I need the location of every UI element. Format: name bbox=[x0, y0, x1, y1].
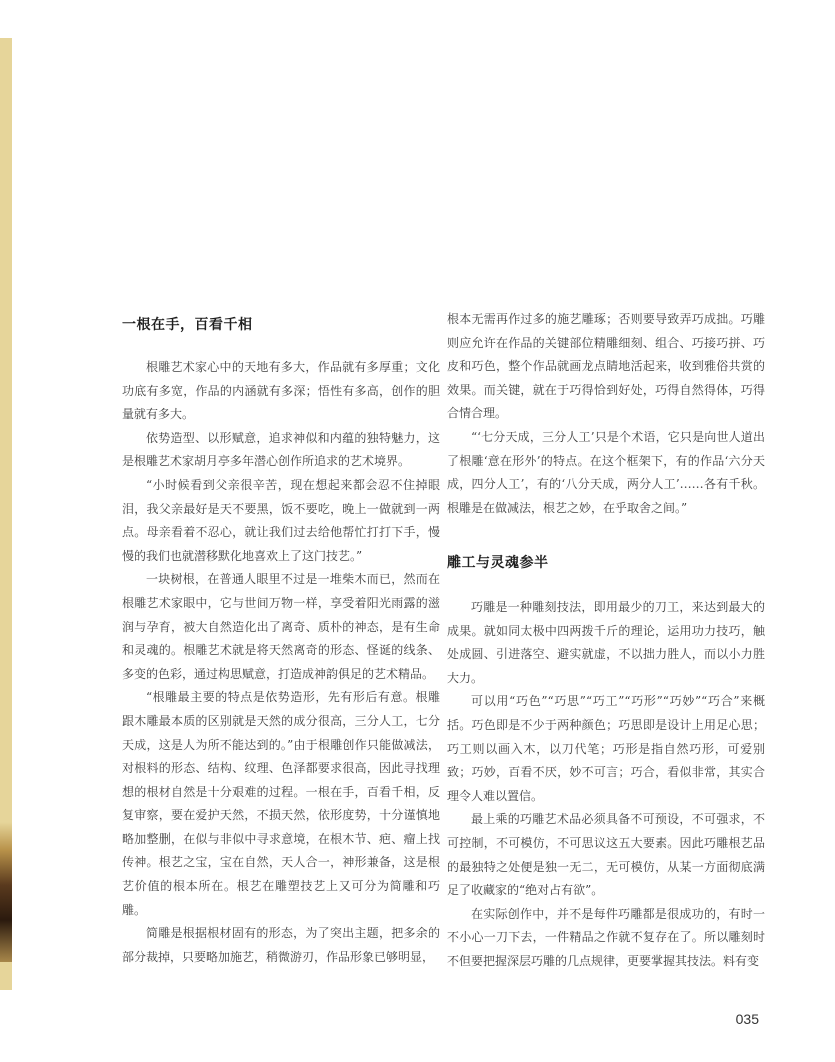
paragraph: “‘七分天成，三分人工’只是个术语，它只是向世人道出了根雕‘意在形外’的特点。在这个框架下，有的作品‘六分天成，四分人工’，有的‘八分天成，两分人工’……各有千秋。根雕是在做减法，根艺之妙，在乎取舍之间。” bbox=[447, 429, 765, 515]
edge-artwork-fragment bbox=[0, 822, 12, 962]
section-heading-2: 雕工与灵魂参半 bbox=[447, 555, 549, 571]
paragraph: 根本无需再作过多的施艺雕琢；否则要导致弄巧成拙。巧雕则应允许在作品的关键部位精雕细刻、组合、巧接巧拼、巧皮和巧色，整个作品就画龙点睛地活起来，收到雅俗共赏的效果。而关键，就在于巧得恰到好处，巧得自然得体，巧得合情合理。 bbox=[447, 312, 765, 421]
paragraph: 依势造型、以形赋意，追求神似和内蕴的独特魅力，这是根雕艺术家胡月亭多年潜心创作所追求的艺术境界。 bbox=[122, 430, 440, 469]
section-heading-1: 一根在手，百看千相 bbox=[122, 317, 253, 333]
paragraph: “根雕最主要的特点是依势造形，先有形后有意。根雕跟木雕最本质的区别就是天然的成分很高，三分人工，七分天成，这是人为所不能达到的。”由于根雕创作只能做减法，对根料的形态、结构、纹理、色泽都要求很高，因此寻找理想的根材自然是十分艰难的过程。一根在手，百看千相，反复审察，要在爱护天然，不损天然，依形度势，十分谨慎地略加整删，在似与非似中寻求意境，在根木节、疤、瘤上找传神。根艺之宝，宝在自然，天人合一，神形兼备，这是根艺价值的根本所在。根艺在雕塑技艺上又可分为简雕和巧雕。 bbox=[122, 690, 440, 917]
paragraph: 巧雕是一种雕刻技法，即用最少的刀工，来达到最大的成果。就如同太极中四两拨千斤的理论，运用功力技巧，触处成圆、引进落空、避实就虚，不以拙力胜人，而以小力胜大力。 bbox=[447, 600, 765, 685]
paragraph: 一块树根，在普通人眼里不过是一堆柴木而已，然而在根雕艺术家眼中，它与世间万物一样，享受着阳光雨露的滋润与孕育，被大自然造化出了离奇、质朴的神态，是有生命和灵魂的。根雕艺术就是将天然离奇的形态、怪诞的线条、多变的色彩，通过构思赋意，打造成神韵俱足的艺术精品。 bbox=[122, 572, 440, 681]
paragraph: 简雕是根据根材固有的形态，为了突出主题，把多余的部分裁掉，只要略加施艺，稍微游刃，作品形象已够明显， bbox=[122, 926, 440, 964]
page-number: 035 bbox=[735, 1011, 759, 1027]
paragraph: 根雕艺术家心中的天地有多大，作品就有多厚重；文化功底有多宽，作品的内涵就有多深；悟性有多高，创作的胆量就有多大。 bbox=[122, 360, 440, 422]
paragraph: “小时候看到父亲很辛苦，现在想起来都会忍不住掉眼泪，我父亲最好是天不要黑，饭不要吃，晚上一做就到一两点。母亲看着不忍心，就让我们过去给他帮忙打打下手，慢慢的我们也就潜移默化地喜欢上了这门技艺。” bbox=[122, 477, 440, 563]
paragraph: 最上乘的巧雕艺术品必须具备不可预设，不可强求，不可控制，不可模仿，不可思议这五大要素。因此巧雕根艺品的最独特之处便是独一无二，无可模仿，从某一方面彻底满足了收藏家的“绝对占有欲”。 bbox=[447, 812, 765, 898]
paragraph: 在实际创作中，并不是每件巧雕都是很成功的，有时一不小心一刀下去，一件精品之作就不复存在了。所以雕刻时不但要把握深层巧雕的几点规律，更要掌握其技法。料有变 bbox=[447, 906, 765, 968]
right-body-text-top bbox=[447, 308, 765, 520]
left-body-text bbox=[122, 356, 440, 969]
paragraph: 可以用“巧色”“巧思”“巧工”“巧形”“巧妙”“巧合”来概括。巧色即是不少于两种颜色；巧思即是设计上用足心思；巧工则以画入木，以刀代笔；巧形是指自然巧形，可爱别致；巧妙，百看不厌，妙不可言；巧合，看似非常，其实合理令人难以置信。 bbox=[447, 694, 765, 803]
right-body-text-bottom bbox=[447, 596, 765, 974]
